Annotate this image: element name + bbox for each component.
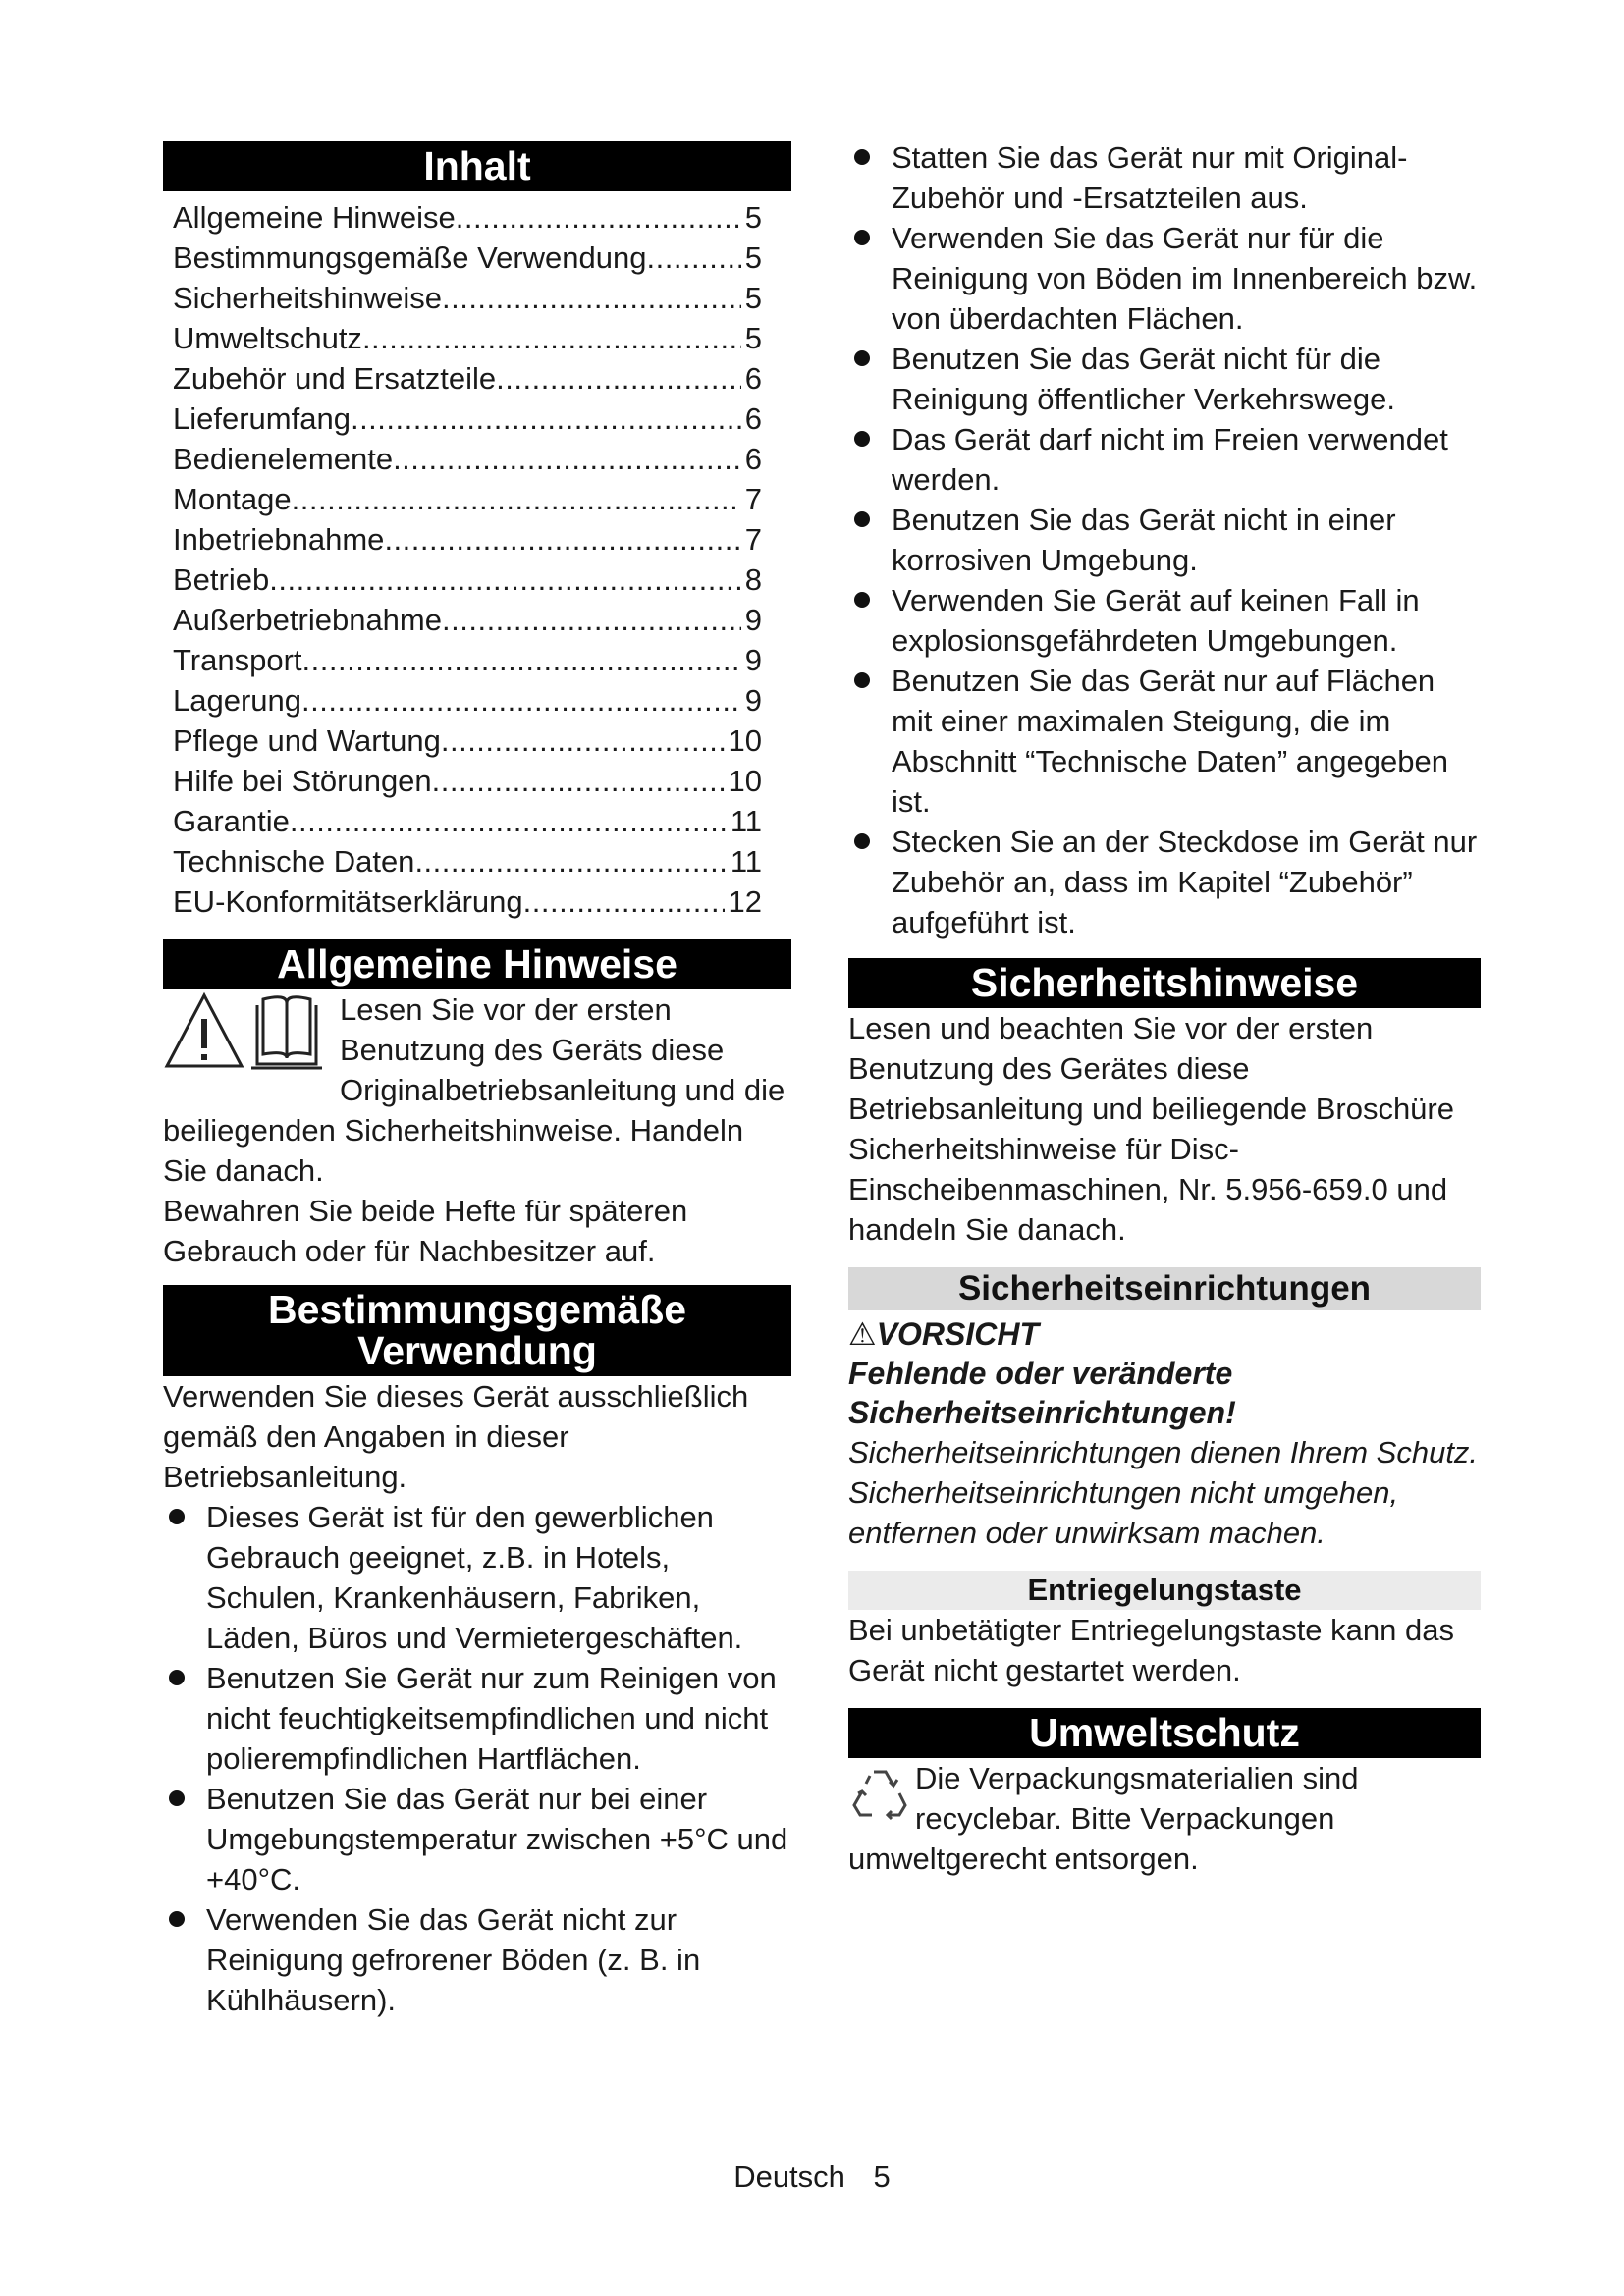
toc-dot-leader [290,801,727,841]
list-item-text: Benutzen Sie das Gerät nur bei einer Umgebungstemperatur zwischen +5°C und +40°C. [206,1782,788,1896]
toc-entry-page: 9 [744,603,762,637]
toc-entry-title: Betrieb [173,562,270,597]
toc-entry [173,439,762,479]
page-footer [0,2158,1624,2197]
toc-dot-leader [496,358,741,399]
list-item [163,1899,791,2020]
bullet-icon [854,592,870,608]
toc-entry [173,640,762,680]
safety-devices-heading: Sicherheitseinrichtungen [848,1267,1481,1310]
safety-text: Lesen und beachten Sie vor der ersten Benutzung des Gerätes diese Betriebsanleitung und beiliegende Broschüre Sicherheitshinweise für Disc-Einscheibenmaschinen, Nr. 5.956-659.0 und handeln Sie danach. [848,1011,1454,1247]
toc-entry-title: Lieferumfang [173,401,351,436]
toc-dot-leader [302,640,741,680]
toc-entry-page: 11 [730,844,762,879]
bullet-icon [854,149,870,165]
intended-use-heading-line1: Bestimmungsgemäße [267,1287,687,1332]
toc-entry-title: Bedienelemente [173,442,394,476]
toc-entry-page: 5 [744,281,762,315]
toc-dot-leader [432,761,725,801]
general-section [163,989,791,1271]
recycle-icon [848,1762,911,1825]
intended-use-list-part2 [848,137,1481,942]
list-item [848,500,1481,580]
environment-section [848,1758,1481,1879]
toc-entry [173,399,762,439]
toc-entry [173,801,762,841]
toc-entry [173,278,762,318]
toc-dot-leader [292,479,741,519]
intended-use-list-part1 [163,1497,791,2020]
toc-entry-page: 6 [744,401,762,436]
toc-dot-leader [442,600,741,640]
warning-triangle-icon [167,995,242,1066]
toc-entry-title: Hilfe bei Störungen [173,764,432,798]
toc-entry [173,519,762,560]
bullet-icon [169,1509,185,1524]
toc-dot-leader [646,238,740,278]
bullet-icon [854,511,870,527]
toc-entry-title: Lagerung [173,683,302,718]
toc-entry [173,358,762,399]
bullet-icon [854,833,870,849]
release-button-heading: Entriegelungstaste [848,1571,1481,1610]
list-item-text: Verwenden Sie das Gerät nur für die Reinigung von Böden im Innenbereich bzw. von überdachten Flächen. [892,221,1478,336]
intended-use-intro: Verwenden Sie dieses Gerät ausschließlich gemäß den Angaben in dieser Betriebsanleitung. [163,1379,749,1494]
bullet-icon [854,431,870,447]
list-item-text: Statten Sie das Gerät nur mit Original-Zubehör und -Ersatzteilen aus. [892,140,1408,215]
toc-heading: Inhalt [163,141,791,191]
toc-entry-title: Pflege und Wartung [173,723,441,758]
toc-entry [173,761,762,801]
list-item-text: Benutzen Sie das Gerät nicht für die Reinigung öffentlicher Verkehrswege. [892,342,1395,416]
toc-dot-leader [456,197,741,238]
manual-book-icon [251,997,322,1068]
general-text-2: Bewahren Sie beide Hefte für späteren Gebrauch oder für Nachbesitzer auf. [163,1194,688,1268]
toc-entry-title: Bestimmungsgemäße Verwendung [173,240,647,275]
list-item-text: Stecken Sie an der Steckdose im Gerät nur Zubehör an, dass im Kapitel “Zubehör” aufgeführt ist. [892,825,1478,939]
toc-entry-page: 8 [744,562,762,597]
release-button-text: Bei unbetätigter Entriegelungstaste kann das Gerät nicht gestartet werden. [848,1613,1454,1687]
environment-heading: Umweltschutz [848,1708,1481,1758]
toc-entry-page: 7 [744,522,762,557]
toc-entry-page: 5 [744,200,762,235]
intended-use-heading [163,1285,791,1376]
list-item-text: Dieses Gerät ist für den gewerblichen Gebrauch geeignet, z.B. in Hotels, Schulen, Krankenhäusern, Fabriken, Läden, Büros und Vermietergeschäften. [206,1500,743,1655]
footer-language: Deutsch [733,2160,845,2194]
bullet-icon [169,1911,185,1927]
bullet-icon [854,230,870,245]
footer-page-number: 5 [873,2160,891,2194]
list-item-text: Benutzen Sie Gerät nur zum Reinigen von nicht feuchtigkeitsempfindlichen und nicht polierempfindlichen Hartflächen. [206,1661,777,1776]
toc-entry [173,600,762,640]
toc-dot-leader [384,519,740,560]
toc-entry-page: 6 [744,361,762,396]
list-item [848,339,1481,419]
list-item [848,218,1481,339]
toc-entry [173,680,762,721]
toc-entry-page: 10 [728,723,762,758]
toc-dot-leader [442,278,741,318]
toc-entry-page: 5 [744,240,762,275]
toc-entry [173,197,762,238]
general-heading: Allgemeine Hinweise [163,939,791,989]
list-item [163,1779,791,1899]
list-item [163,1497,791,1658]
right-column [848,137,1481,1879]
environment-text: Die Verpackungsmaterialien sind recyclebar. Bitte Verpackungen umweltgerecht entsorgen. [848,1761,1359,1876]
toc-entry-page: 5 [744,321,762,355]
toc-entry-page: 12 [728,884,762,919]
table-of-contents [173,197,791,922]
warning-label: ⚠VORSICHT [848,1316,1040,1352]
toc-dot-leader [301,680,741,721]
toc-entry [173,479,762,519]
warning-and-manual-icons [163,989,336,1072]
toc-entry-title: Umweltschutz [173,321,362,355]
toc-entry [173,560,762,600]
toc-entry-page: 7 [744,482,762,516]
left-column [163,141,791,2020]
list-item [848,661,1481,822]
toc-entry [173,238,762,278]
list-item-text: Benutzen Sie das Gerät nicht in einer korrosiven Umgebung. [892,503,1396,577]
toc-entry-page: 10 [728,764,762,798]
list-item-text: Das Gerät darf nicht im Freien verwendet werden. [892,422,1448,497]
toc-dot-leader [441,721,725,761]
safety-devices-line-2: Sicherheitseinrichtungen nicht umgehen, entfernen oder unwirksam machen. [848,1475,1399,1550]
toc-entry-page: 11 [730,804,762,838]
warning-symbol: ⚠ [848,1316,877,1352]
bullet-icon [854,672,870,688]
toc-entry-title: EU-Konformitätserklärung [173,884,523,919]
safety-heading: Sicherheitshinweise [848,958,1481,1008]
toc-entry-title: Allgemeine Hinweise [173,200,456,235]
list-item [163,1658,791,1779]
list-item [848,580,1481,661]
list-item-text: Verwenden Sie Gerät auf keinen Fall in explosionsgefährdeten Umgebungen. [892,583,1420,658]
toc-entry-page: 9 [744,643,762,677]
toc-dot-leader [269,560,741,600]
warning-title: Fehlende oder veränderte Sicherheitseinrichtungen! [848,1356,1236,1430]
safety-devices-line-1: Sicherheitseinrichtungen dienen Ihrem Schutz. [848,1435,1479,1469]
toc-entry-page: 6 [744,442,762,476]
general-text-1: Lesen Sie vor der ersten Benutzung des Geräts diese Originalbetriebsanleitung und die beiliegenden Sicherheitshinweise. Handeln Sie danach. [163,992,785,1188]
list-item [848,137,1481,218]
toc-entry-title: Inbetriebnahme [173,522,385,557]
list-item-text: Verwenden Sie das Gerät nicht zur Reinigung gefrorener Böden (z. B. in Kühlhäusern). [206,1902,701,2017]
toc-entry-title: Sicherheitshinweise [173,281,442,315]
list-item [848,822,1481,942]
toc-dot-leader [523,881,725,922]
toc-dot-leader [393,439,741,479]
toc-entry-title: Technische Daten [173,844,415,879]
toc-dot-leader [414,841,726,881]
toc-entry-title: Garantie [173,804,290,838]
toc-entry-page: 9 [744,683,762,718]
toc-entry [173,841,762,881]
toc-entry-title: Zubehör und Ersatzteile [173,361,497,396]
toc-dot-leader [362,318,741,358]
list-item [848,419,1481,500]
toc-entry-title: Montage [173,482,292,516]
bullet-icon [169,1790,185,1806]
toc-entry [173,318,762,358]
toc-entry [173,881,762,922]
toc-entry-title: Transport [173,643,302,677]
toc-entry [173,721,762,761]
bullet-icon [169,1670,185,1685]
bullet-icon [854,350,870,366]
toc-dot-leader [351,399,741,439]
list-item-text: Benutzen Sie das Gerät nur auf Flächen mit einer maximalen Steigung, die im Abschnitt “Technische Daten” angegeben ist. [892,664,1448,819]
toc-entry-title: Außerbetriebnahme [173,603,442,637]
intended-use-heading-line2: Verwendung [357,1328,597,1373]
